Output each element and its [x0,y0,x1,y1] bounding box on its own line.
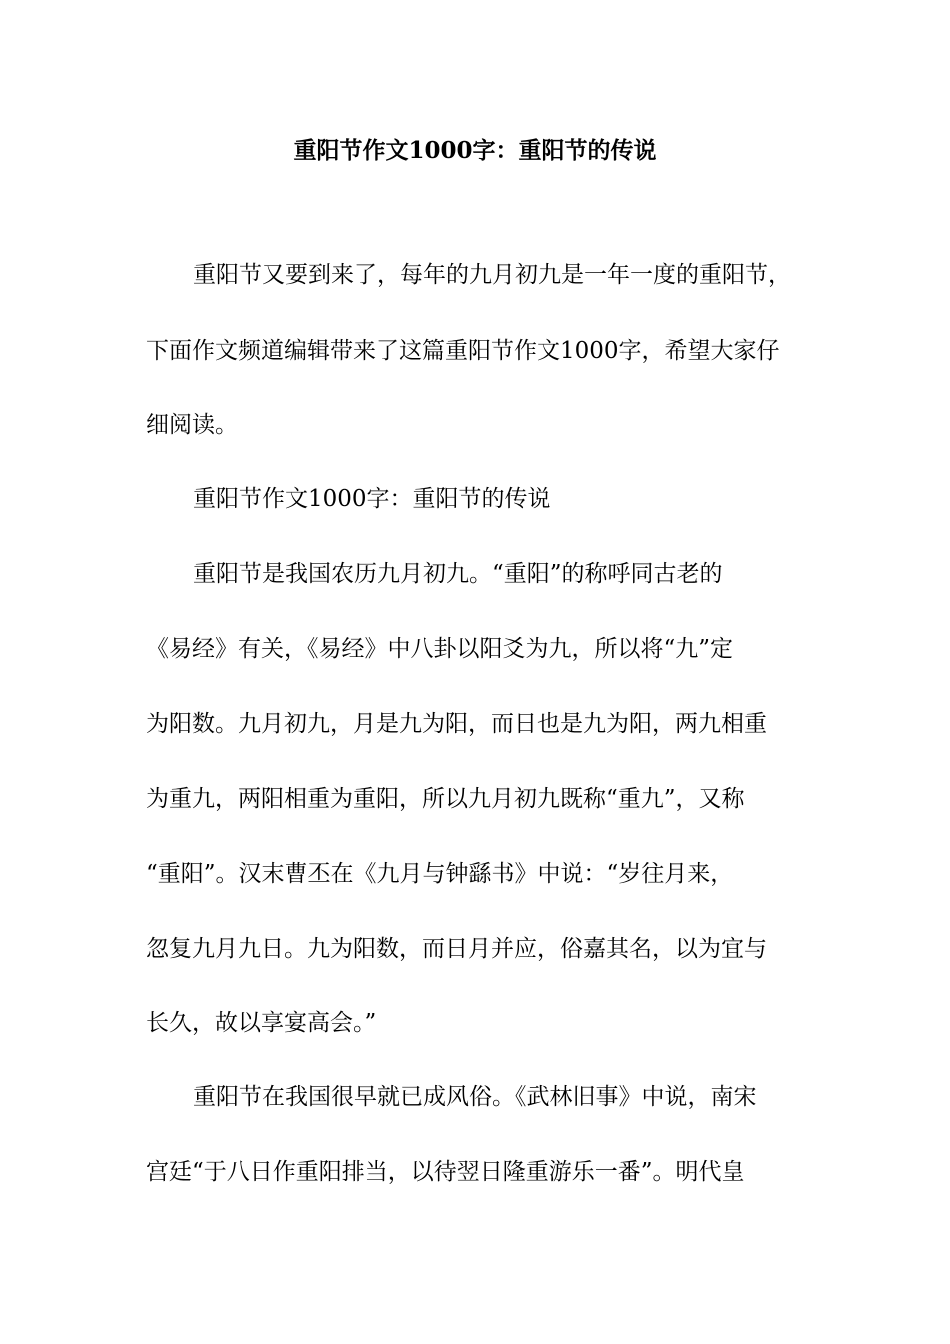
body-line: 为阳数。九月初九，月是九为阳，而日也是九为阳，两九相重 [146,711,767,737]
document-title: 重阳节作文1000字：重阳节的传说 [293,137,657,164]
body-line: 宫廷“于八日作重阳排当，以待翌日隆重游乐一番”。明代皇 [146,1159,745,1185]
body-line: 重阳节又要到来了，每年的九月初九是一年一度的重阳节， [193,262,791,288]
body-line: 忽复九月九日。九为阳数，而日月并应，俗嘉其名，以为宜与 [146,936,767,962]
body-line: 重阳节是我国农历九月初九。“重阳”的称呼同古老的 [193,561,723,587]
body-line: 下面作文频道编辑带来了这篇重阳节作文1000字，希望大家仔 [146,338,780,364]
body-line: 细阅读。 [146,412,238,438]
body-line: 长久，故以享宴高会。” [146,1010,377,1036]
body-line: “重阳”。汉末曹丕在《九月与钟繇书》中说：“岁往月来， [146,861,734,887]
section-heading: 重阳节作文1000字：重阳节的传说 [193,486,551,512]
body-line: 为重九，两阳相重为重阳，所以九月初九既称“重九”，又称 [146,786,745,812]
body-line: 重阳节在我国很早就已成风俗。《武林旧事》中说，南宋 [193,1084,757,1110]
body-line: 《易经》有关，《易经》中八卦以阳爻为九，所以将“九”定 [146,636,734,662]
